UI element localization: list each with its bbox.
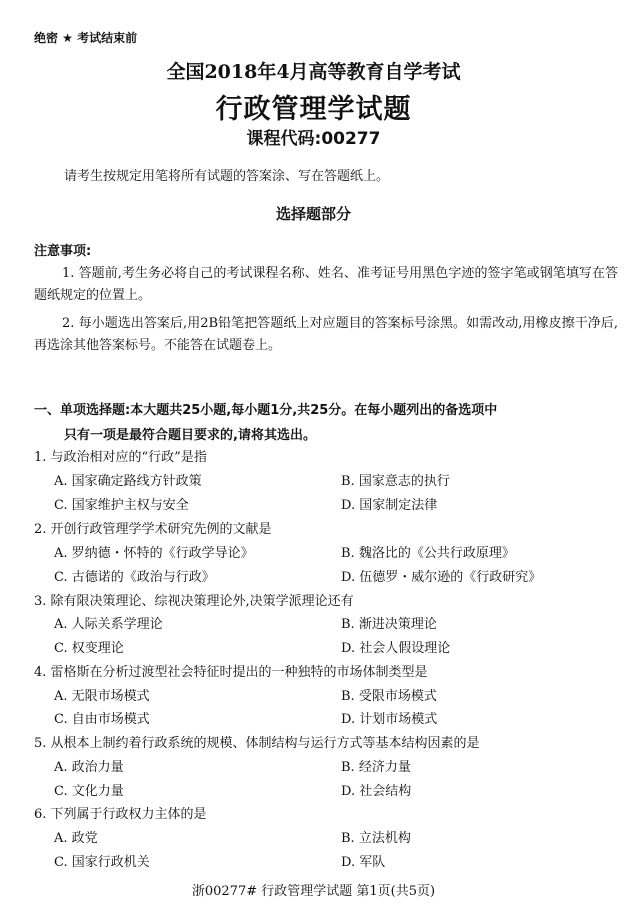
question-option: C. 国家维护主权与安全 [54, 498, 189, 513]
course-code: 课程代码:00277 [246, 129, 381, 149]
part-one-heading [34, 398, 624, 448]
question-option: A. 政党 [54, 831, 98, 846]
question-option: C. 权变理论 [54, 641, 124, 656]
question-option: B. 魏洛比的《公共行政原理》 [341, 546, 515, 561]
question-option: B. 经济力量 [341, 760, 411, 775]
question-stem: 1. 与政治相对应的“行政”是指 [34, 450, 207, 465]
question-option: C. 古德诺的《政治与行政》 [54, 570, 215, 585]
question-option: B. 国家意志的执行 [341, 474, 450, 489]
question-stem: 5. 从根本上制约着行政系统的规模、体制结构与运行方式等基本结构因素的是 [34, 736, 480, 751]
question-stem: 3. 除有限决策理论、综视决策理论外,决策学派理论还有 [34, 594, 354, 609]
part-one-heading-line1: 一、单项选择题:本大题共25小题,每小题1分,共25分。在每小题列出的备选项中 [34, 403, 498, 418]
general-instruction: 请考生按规定用笔将所有试题的答案涂、写在答题纸上。 [64, 169, 390, 184]
question-option: A. 国家确定路线方针政策 [54, 474, 202, 489]
question-option: B. 立法机构 [341, 831, 411, 846]
notes-heading: 注意事项: [34, 244, 92, 259]
question-option: D. 伍德罗・威尔逊的《行政研究》 [341, 570, 542, 585]
question-option: C. 文化力量 [54, 784, 124, 799]
question-option: B. 渐进决策理论 [341, 617, 437, 632]
section-title: 选择题部分 [275, 205, 351, 223]
page-footer: 浙00277# 行政管理学试题 第1页(共5页) [191, 884, 436, 899]
subject-title: 行政管理学试题 [215, 94, 412, 125]
question-option: B. 受限市场模式 [341, 689, 437, 704]
question-option: D. 军队 [341, 855, 386, 870]
question-option: D. 社会人假设理论 [341, 641, 451, 656]
question-stem: 4. 雷格斯在分析过渡型社会特征时提出的一种独特的市场体制类型是 [34, 665, 428, 680]
question-option: A. 政治力量 [54, 760, 124, 775]
question-option: A. 无限市场模式 [54, 689, 150, 704]
question-option: D. 计划市场模式 [341, 712, 438, 727]
question-option: A. 人际关系学理论 [54, 617, 163, 632]
confidential-label: 绝密 ★ 考试结束前 [34, 31, 138, 45]
question-option: D. 国家制定法律 [341, 498, 438, 513]
question-option: A. 罗纳德・怀特的《行政学导论》 [54, 546, 254, 561]
question-option: C. 自由市场模式 [54, 712, 150, 727]
question-stem: 6. 下列属于行政权力主体的是 [34, 807, 207, 822]
note-item: 1. 答题前,考生务必将自己的考试课程名称、姓名、准考证号用黑色字迹的签字笔或钢笔填写在答题纸规定的位置上。 [34, 266, 618, 303]
exam-title: 全国2018年4月高等教育自学考试 [166, 61, 461, 83]
part-one-heading-line2: 只有一项是最符合题目要求的,请将其选出。 [64, 428, 316, 443]
note-item: 2. 每小题选出答案后,用2B铅笔把答题纸上对应题目的答案标号涂黑。如需改动,用橡皮擦干净后,再选涂其他答案标号。不能答在试题卷上。 [34, 316, 618, 353]
question-option: C. 国家行政机关 [54, 855, 150, 870]
question-option: D. 社会结构 [341, 784, 412, 799]
question-stem: 2. 开创行政管理学学术研究先例的文献是 [34, 522, 272, 537]
